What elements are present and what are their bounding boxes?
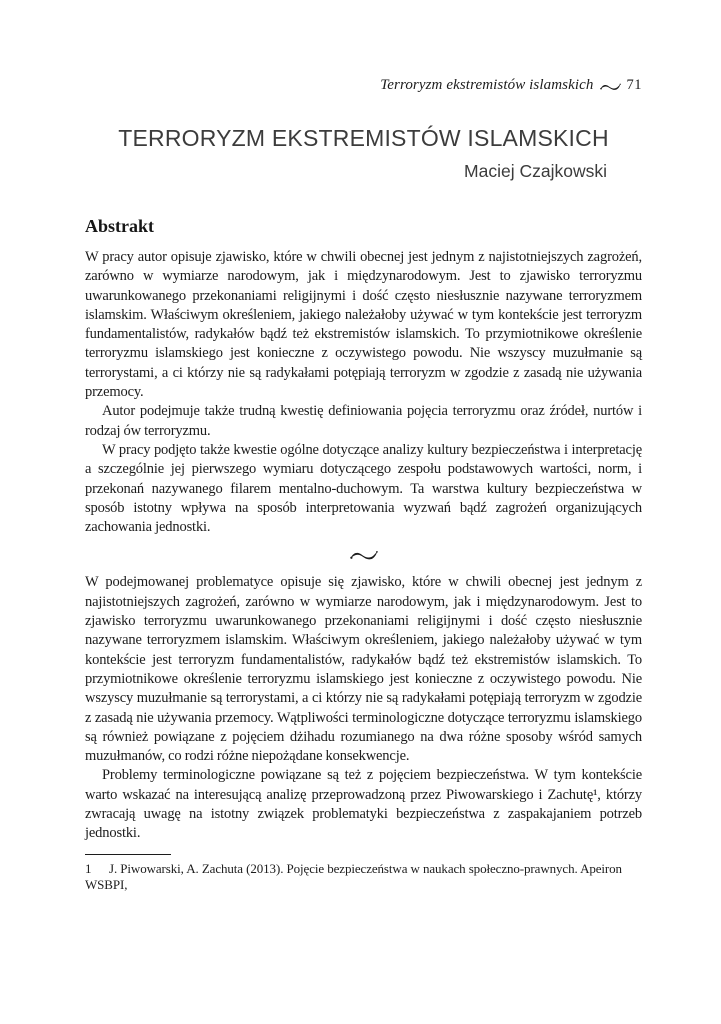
running-header-title: Terroryzm ekstremistów islamskich (380, 77, 594, 93)
abstract-heading: Abstrakt (85, 216, 155, 236)
abstract-paragraphs (85, 248, 642, 537)
page-number: 71 (626, 77, 642, 93)
body-paragraphs (85, 573, 642, 843)
section-divider (85, 550, 642, 561)
article-title: TERRORYZM EKSTREMISTÓW ISLAMSKICH (118, 125, 609, 151)
paragraph: W pracy autor opisuje zjawisko, które w chwili obecnej jest jednym z najistotniejszych zagrożeń, zarówno w wymiarze narodowym, jak i międzynarodowym. Jest to zjawisko terroryzmu uwarunkowanego przekonaniami religijnymi i dość często niesłusznie nazywane terroryzmem islamskim. Właściwym określeniem, jakiego należałoby używać w tym kontekście jest terroryzm fundamentalistów, radykałów bądź też ekstremistów islamskich. To przymiotnikowe określenie terroryzmu islamskiego jest konieczne z oczywistego powodu. Nie wszyscy muzułmanie są terrorystami, a ci którzy nie są radykałami potępiają terroryzm w zgodzie z zasadą nie używania przemocy. (85, 249, 642, 401)
footnote-block (85, 854, 642, 894)
running-header (380, 77, 642, 94)
paragraph: Autor podejmuje także trudną kwestię definiowania pojęcia terroryzmu oraz źródeł, nurtów i rodzaj ów terroryzmu. (85, 403, 642, 439)
paragraph: W podejmowanej problematyce opisuje się zjawisko, które w chwili obecnej jest jednym z najistotniejszych zagrożeń, zarówno w wymiarze narodowym, jak i międzynarodowym. Jest to zjawisko terroryzmu uwarunkowanego przekonaniami religijnymi i dość często niesłusznie nazywane terroryzmem islamskim. Właściwym określeniem, jakiego należałoby używać w tym kontekście jest terroryzm fundamentalistów, radykałów bądź też ekstremistów islamskich. To przymiotnikowe określenie terroryzmu islamskiego jest konieczne z oczywistego powodu. Nie wszyscy muzułmanie są terrorystami, a ci którzy nie są radykałami potępiają terroryzm w zgodzie z zasadą nie używania przemocy. Wątpliwości terminologiczne dotyczące terroryzmu islamskiego są również powiązane z pojęciem dżihadu rozumianego na dwa różne sposoby wśród samych muzułmanów, co rodzi różne niepożądane konsekwencje. (85, 574, 642, 765)
article-author: Maciej Czajkowski (464, 161, 607, 181)
footnote-text: J. Piwowarski, A. Zachuta (2013). Pojęcie bezpieczeństwa w naukach społeczno-prawnych. Apeiron WSBPI, (85, 860, 622, 893)
footnote-rule (85, 854, 171, 855)
swash-tilde-icon (350, 548, 378, 565)
swash-tilde-icon (600, 80, 621, 91)
content-column (85, 216, 642, 894)
paragraph: W pracy podjęto także kwestie ogólne dotyczące analizy kultury bezpieczeństwa i interpretację a szczególnie jej pierwszego wymiaru dotyczącego zespołu podstawowych wartości, norm, i przekonań nazywanego filarem mentalno-duchowym. Ta warstwa kultury bezpieczeństwa w sposób istotny wpływa na sposób interpretowania wyzwań bądź zagrożeń organizujących zachowania jednostki. (85, 441, 642, 536)
footnote (85, 861, 642, 894)
paragraph: Problemy terminologiczne powiązane są też z pojęciem bezpieczeństwa. W tym kontekście warto wskazać na interesującą analizę przeprowadzoną przez Piwowarskiego i Zachutę¹, którzy zwracają uwagę na istotny związek problematyki bezpieczeństwa z zaspakajaniem potrzeb jednostki. (85, 767, 642, 842)
footnote-marker: 1 (85, 860, 92, 876)
